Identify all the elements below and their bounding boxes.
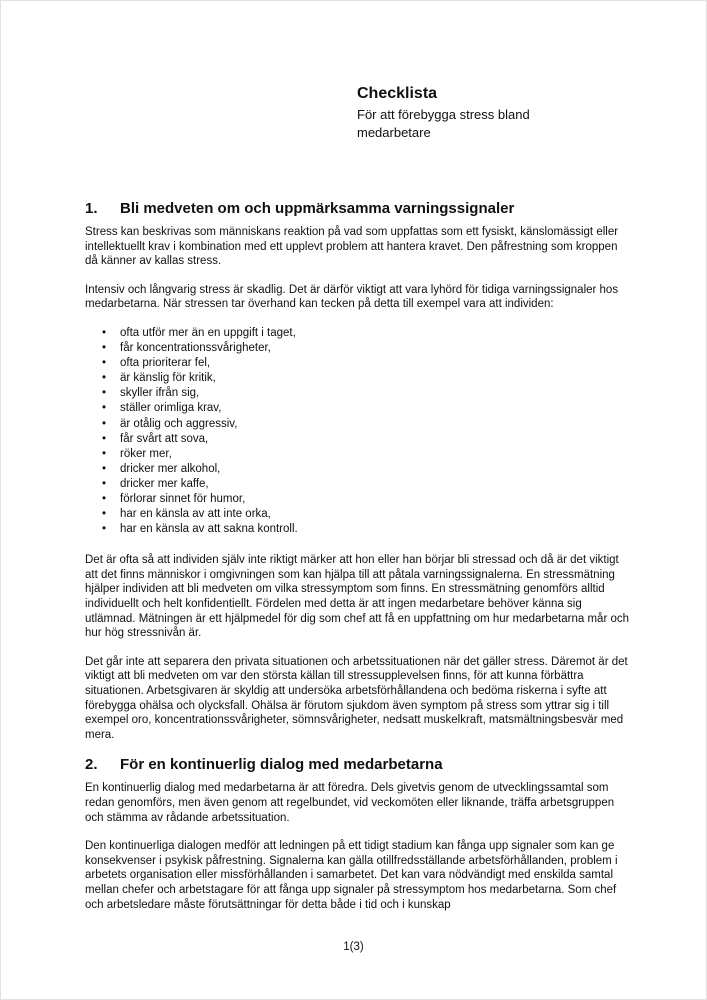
document-title: Checklista [357,85,438,102]
document-body [85,200,630,926]
paragraph: Den kontinuerliga dialogen medför att ledningen på ett tidigt stadium kan fånga upp signaler som kan ge konsekvenser i psykisk påfrestning. Signalerna kan gälla otillfredsställande arbetsförhållanden, problem i arbetets organisation eller missförhållanden i samarbetet. Det kan vara nödvändigt med enskilda samtal mellan chefer och arbetstagare för att fånga upp signaler på stressymptom hos medarbetarna. Som chef och arbetsledare måste förutsättningar för detta både i tid och i kunskap [85,840,618,911]
list-item: • får svårt att sova, [85,432,630,447]
list-item: • dricker mer kaffe, [85,477,630,492]
list-item: • får koncentrationssvårigheter, [85,341,630,356]
section-1-number: 1. [85,200,98,217]
section-2-title: För en kontinuerlig dialog med medarbetarna [120,756,443,774]
list-item: • ofta utför mer än en uppgift i taget, [85,326,630,341]
list-item: • skyller ifrån sig, [85,386,630,401]
page-number: 1(3) [343,941,364,953]
section-1 [85,200,630,742]
list-item: • har en känsla av att inte orka, [85,507,630,522]
document-subtitle: För att förebygga stress bland medarbetare [357,107,530,140]
list-item: • ofta prioriterar fel, [85,356,630,371]
list-item: • ställer orimliga krav, [85,401,630,416]
section-2-number: 2. [85,756,98,774]
paragraph: Stress kan beskrivas som människans reaktion på vad som uppfattas som ett fysiskt, känslomässigt eller intellektuellt krav i kombination med ett upplevt problem att hantera kravet. Den påfrestning som kroppen då känner av kallas stress. [85,226,619,268]
list-item: • förlorar sinnet för humor, [85,492,630,507]
list-item: • är känslig för kritik, [85,371,630,386]
list-item: • röker mer, [85,447,630,462]
document-header [357,84,572,142]
paragraph: Det går inte att separera den privata situationen och arbetssituationen när det gäller stress. Däremot är det viktigt att bli medveten om var den största källan till stressupplevelsen finns, för att kunna förbättra situationen. Arbetsgivaren är skyldig att undersöka arbetsförhållandena och bedöma riskerna i syfte att förebygga ohälsa och olycksfall. Ohälsa är förutom sjukdom även symptom på stress som yttrar sig i till exempel oro, koncentrationssvårigheter, sömnsvårigheter, nedsatt muskelkraft, matsmältningsbesvär med mera. [85,655,628,741]
section-2 [85,756,630,912]
section-1-heading [85,200,630,218]
paragraph: Det är ofta så att individen själv inte riktigt märker att hon eller han börjar bli stressad och då är det viktigt att det finns människor i omgivningen som kan hjälpa till att påtala varningssignalerna. En stressmätning hjälper individen att bli medveten om vilka stressymptom som finns. En stressmätning genomförs alltid individuellt och helt konfidentiellt. Fördelen med detta är att ingen medarbetare behöver känna sig utlämnad. Mätningen är ett hjälpmedel för dig som chef att få en uppfattning om hur medarbetarna mår och hur hög stressnivån är. [85,554,630,640]
section-1-title: Bli medveten om och uppmärksamma varningssignaler [120,200,515,217]
paragraph: En kontinuerlig dialog med medarbetarna är att föredra. Dels givetvis genom de utvecklingssamtal som redan genomförs, men även genom att regelbundet, vid veckomöten eller liknande, träffa arbetsgruppen och stämma av rådande arbetssituation. [85,782,615,824]
warning-signs-list [85,326,630,537]
list-item: • har en känsla av att sakna kontroll. [85,522,630,537]
list-item: • är otålig och aggressiv, [85,417,630,432]
paragraph: Intensiv och långvarig stress är skadlig. Det är därför viktigt att vara lyhörd för tidiga varningssignaler hos medarbetarna. När stressen tar överhand kan tecken på detta till exempel vara att individen: [85,283,619,311]
list-item: • dricker mer alkohol, [85,462,630,477]
section-2-heading [85,756,630,774]
